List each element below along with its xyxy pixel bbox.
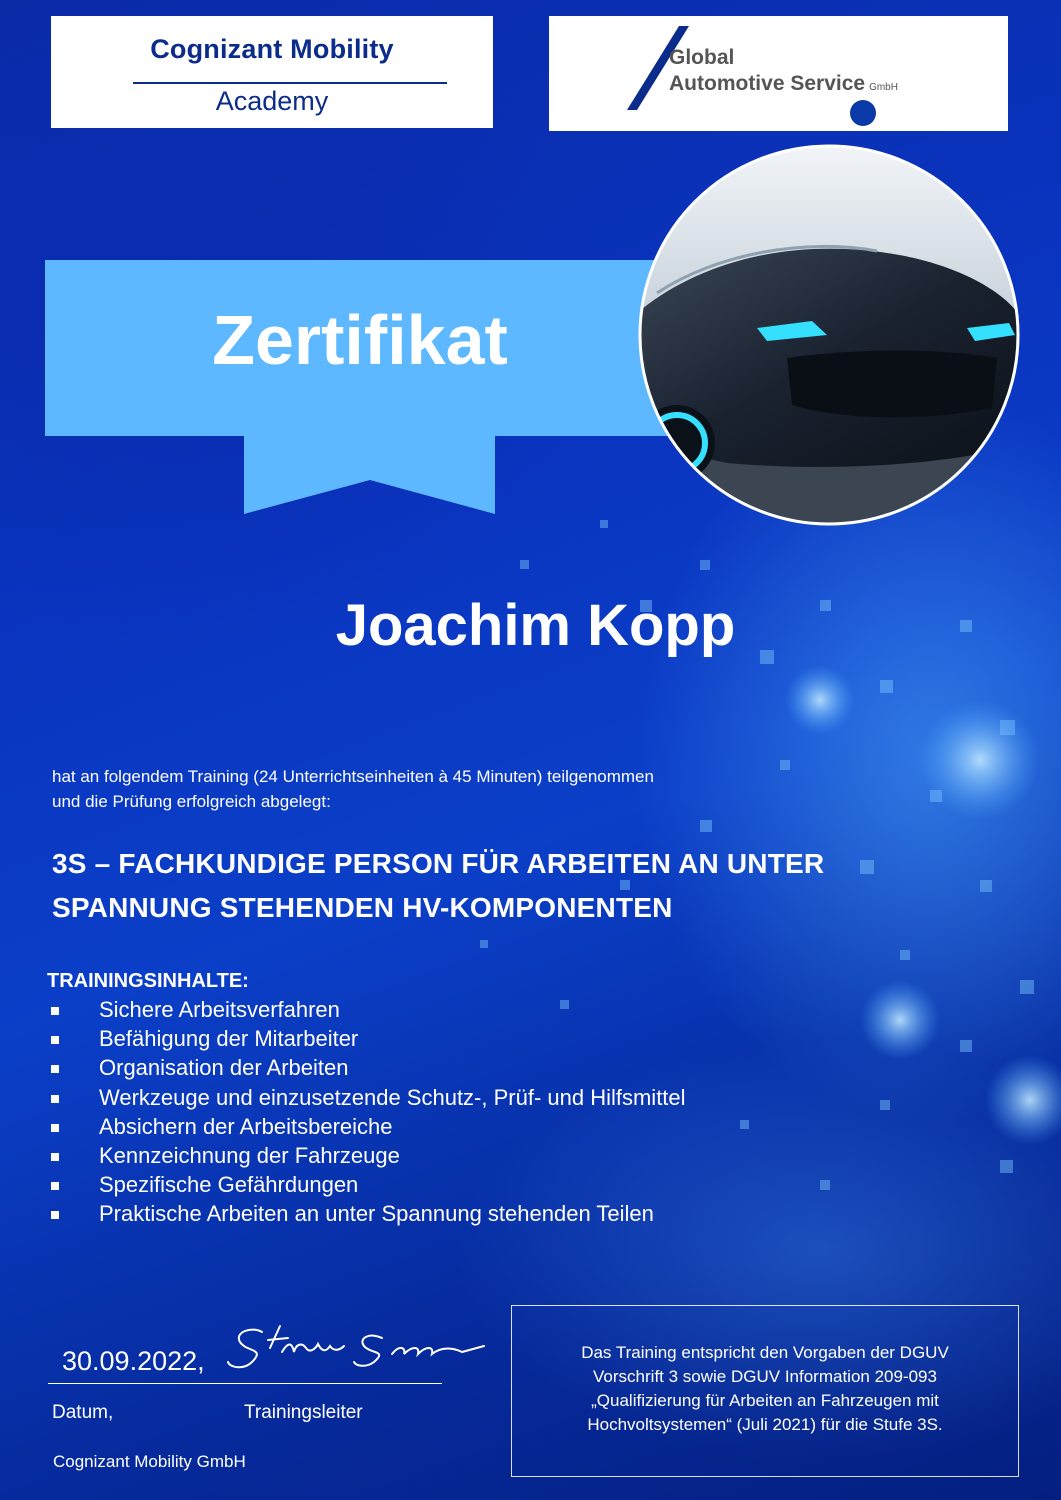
title-banner: [45, 260, 685, 516]
square-bullet-icon: [51, 1007, 59, 1015]
list-item: [45, 1026, 686, 1055]
compliance-notice-box: [511, 1305, 1019, 1477]
recipient-name: Joachim Kopp: [335, 593, 736, 658]
list-item: [45, 1055, 686, 1084]
course-title-line2: SPANNUNG STEHENDEN HV-KOMPONENTEN: [52, 892, 673, 923]
list-item: [45, 1085, 686, 1114]
logo-right-line1: Global: [669, 46, 735, 69]
compliance-line: Hochvoltsystemen“ (Juli 2021) für die Stufe 3S.: [587, 1415, 943, 1434]
logo-left-subtitle: Academy: [215, 86, 329, 116]
cognizant-mobility-academy-logo: [51, 16, 493, 128]
course-title-line1: 3S – FACHKUNDIGE PERSON FÜR ARBEITEN AN UNTER: [52, 848, 825, 879]
certificate-date: 30.09.2022,: [62, 1346, 205, 1376]
list-item: [45, 997, 686, 1026]
compliance-line: Das Training entspricht den Vorgaben der DGUV: [581, 1343, 949, 1362]
list-item-label: Organisation der Arbeiten: [99, 1055, 349, 1081]
list-item-label: Kennzeichnung der Fahrzeuge: [99, 1142, 400, 1168]
list-item: [45, 1114, 686, 1143]
list-item-label: Befähigung der Mitarbeiter: [99, 1026, 359, 1052]
certificate-title: Zertifikat: [212, 301, 508, 379]
trainer-label: Trainingsleiter: [244, 1402, 363, 1423]
handwritten-signature: [222, 1318, 492, 1378]
square-bullet-icon: [51, 1036, 59, 1044]
list-item-label: Spezifische Gefährdungen: [99, 1172, 359, 1198]
date-label: Datum,: [52, 1402, 114, 1423]
logo-right-name: Automotive Service: [669, 72, 866, 95]
list-item-label: Praktische Arbeiten an unter Spannung stehenden Teilen: [99, 1201, 654, 1227]
list-item: [45, 1201, 686, 1230]
square-bullet-icon: [51, 1153, 59, 1161]
sports-car-photo: [637, 143, 1021, 527]
square-bullet-icon: [51, 1124, 59, 1132]
list-item-label: Werkzeuge und einzusetzende Schutz-, Prüf- und Hilfsmittel: [99, 1084, 686, 1110]
training-contents-list: [45, 997, 686, 1231]
logo-right-line2: [669, 72, 898, 96]
list-item-label: Sichere Arbeitsverfahren: [99, 997, 340, 1022]
global-automotive-service-logo: [549, 16, 1008, 131]
list-item: [45, 1143, 686, 1172]
company-name: Cognizant Mobility GmbH: [53, 1452, 246, 1471]
compliance-line: Vorschrift 3 sowie DGUV Information 209-093: [593, 1367, 937, 1386]
square-bullet-icon: [51, 1095, 59, 1103]
logo-left-title: Cognizant Mobility: [150, 34, 394, 64]
square-bullet-icon: [51, 1211, 59, 1219]
logo-left-divider: [133, 82, 447, 84]
square-bullet-icon: [51, 1182, 59, 1190]
training-contents-heading: TRAININGSINHALTE:: [47, 970, 249, 992]
logo-right-suffix: GmbH: [869, 82, 898, 93]
list-item: [45, 1172, 686, 1201]
signature-line: [48, 1383, 442, 1384]
square-bullet-icon: [51, 1065, 59, 1073]
compliance-line: „Qualifizierung für Arbeiten an Fahrzeugen mit: [591, 1391, 939, 1410]
intro-text-line1: hat an folgendem Training (24 Unterrichtseinheiten à 45 Minuten) teilgenommen: [52, 767, 654, 786]
list-item-label: Absichern der Arbeitsbereiche: [99, 1113, 393, 1139]
intro-text-line2: und die Prüfung erfolgreich abgelegt:: [52, 792, 331, 811]
